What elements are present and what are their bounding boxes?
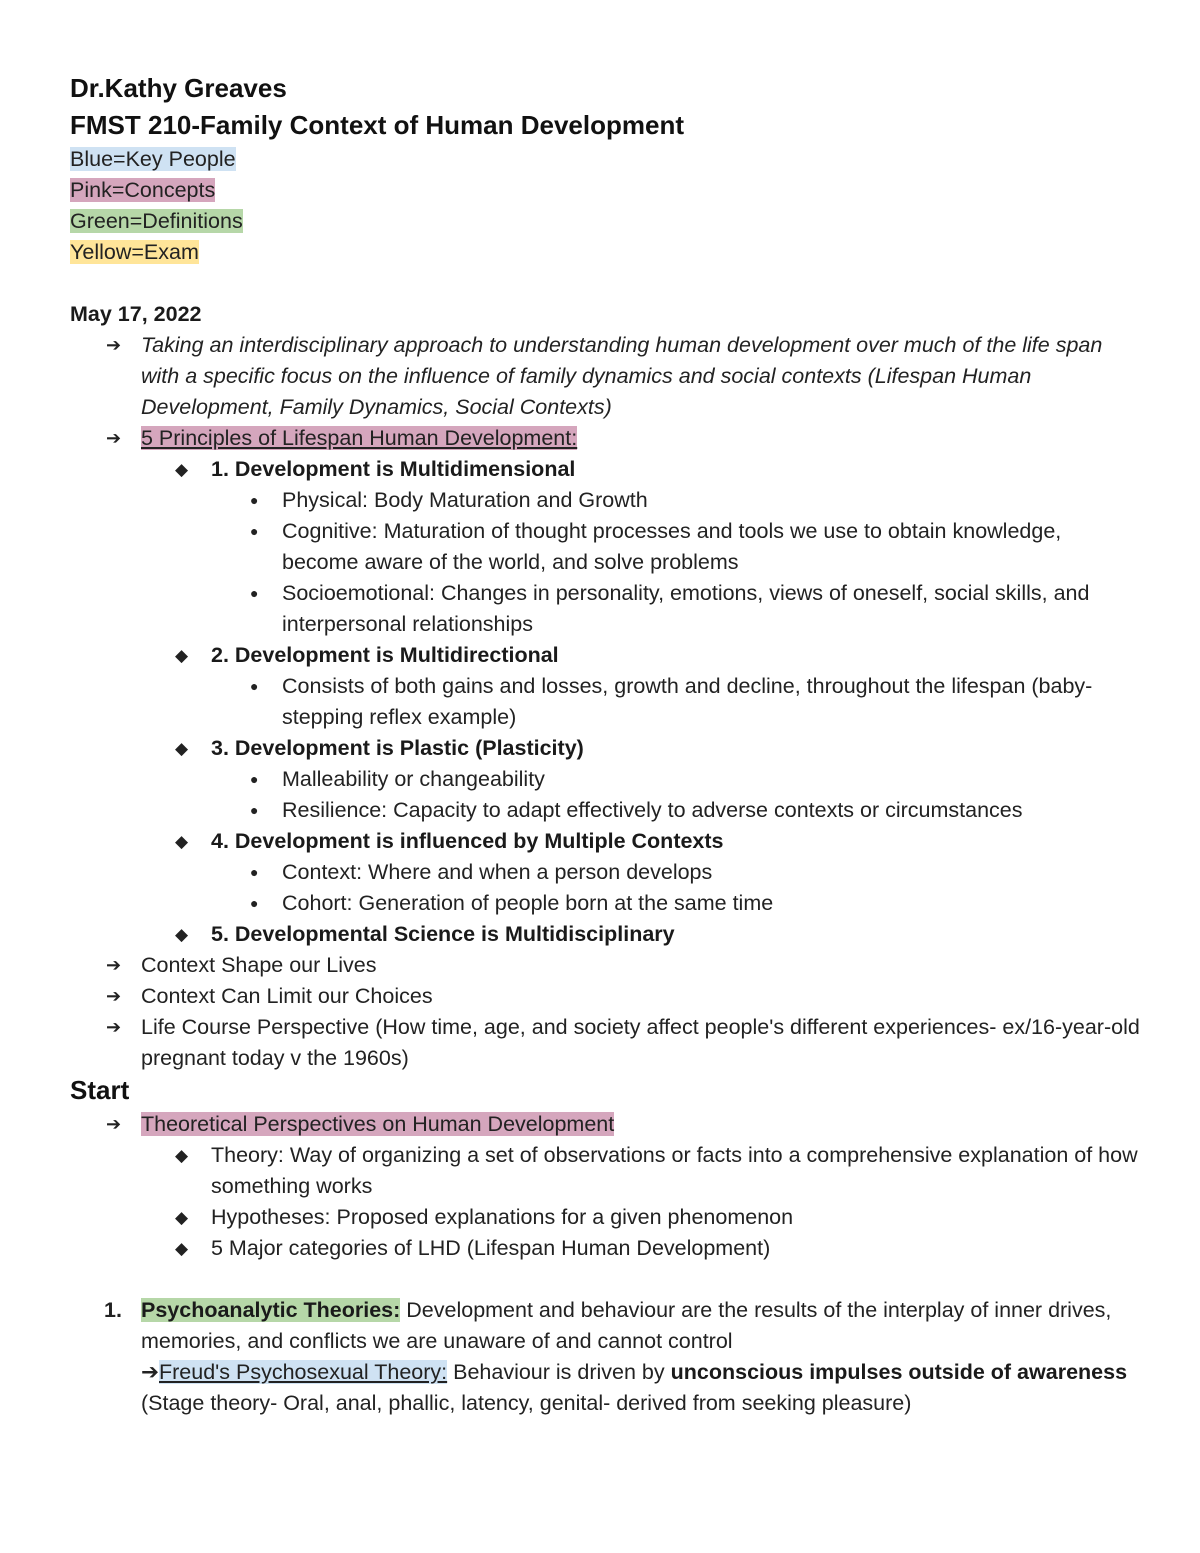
- principle-point: [70, 578, 1140, 640]
- diamond-bullet-icon: ◆: [175, 1239, 189, 1258]
- context-item-text: Life Course Perspective (How time, age, and society affect people's different experiences- ex/16-year-old pregnant today v the 1960s): [141, 1015, 1140, 1070]
- color-legend: [70, 144, 1140, 268]
- dot-bullet-icon: ●: [250, 771, 259, 787]
- theory-heading-item: [70, 1109, 1140, 1140]
- context-item-text: Context Shape our Lives: [141, 953, 377, 977]
- context-item: [70, 981, 1140, 1012]
- principle-point-text: Physical: Body Maturation and Growth: [282, 488, 648, 512]
- legend-green: Green=Definitions: [70, 209, 243, 233]
- diamond-bullet-icon: ◆: [175, 1146, 189, 1165]
- principle-title: 5. Developmental Science is Multidisciplinary: [211, 922, 675, 946]
- principle-point-text: Resilience: Capacity to adapt effectively to adverse contexts or circumstances: [282, 798, 1023, 822]
- psychoanalytic-item: [70, 1295, 1140, 1419]
- freud-theory-link: Freud's Psychosexual Theory:: [159, 1360, 448, 1384]
- principles-heading-item: [70, 423, 1140, 454]
- dot-bullet-icon: ●: [250, 895, 259, 911]
- arrow-bullet-icon: ➔: [106, 335, 122, 355]
- dot-bullet-icon: ●: [250, 864, 259, 880]
- dot-bullet-icon: ●: [250, 678, 259, 694]
- dot-bullet-icon: ●: [250, 523, 259, 539]
- principle-point-text: Consists of both gains and losses, growth and decline, throughout the lifespan (baby-stepping reflex example): [282, 674, 1093, 729]
- diamond-bullet-icon: ◆: [175, 739, 189, 758]
- theory-item-text: Hypotheses: Proposed explanations for a given phenomenon: [211, 1205, 794, 1229]
- principle-point: [70, 516, 1140, 578]
- theory-item-text: 5 Major categories of LHD (Lifespan Human Development): [211, 1236, 771, 1260]
- start-heading: Start: [70, 1075, 130, 1105]
- principle-item: [70, 454, 1140, 485]
- author-name: Dr.Kathy Greaves: [70, 73, 287, 103]
- arrow-inline-icon: ➔: [141, 1360, 160, 1384]
- principle-title: 2. Development is Multidirectional: [211, 643, 559, 667]
- freud-stage-text: (Stage theory- Oral, anal, phallic, latency, genital- derived from seeking pleasure): [141, 1391, 912, 1415]
- legend-yellow: Yellow=Exam: [70, 240, 199, 264]
- arrow-bullet-icon: ➔: [106, 1114, 122, 1134]
- arrow-bullet-icon: ➔: [106, 1017, 122, 1037]
- arrow-bullet-icon: ➔: [106, 955, 122, 975]
- principle-title: 3. Development is Plastic (Plasticity): [211, 736, 584, 760]
- diamond-bullet-icon: ◆: [175, 1208, 189, 1227]
- legend-pink: Pink=Concepts: [70, 178, 216, 202]
- principle-point: [70, 485, 1140, 516]
- lecture-date: May 17, 2022: [70, 302, 202, 326]
- theory-item-text: Theory: Way of organizing a set of observations or facts into a comprehensive explanation of how something works: [211, 1143, 1138, 1198]
- psychoanalytic-term: Psychoanalytic Theories:: [141, 1298, 401, 1322]
- theory-item: [70, 1140, 1140, 1202]
- theory-item: [70, 1202, 1140, 1233]
- freud-text: Behaviour is driven by: [447, 1360, 671, 1384]
- intro-text: Taking an interdisciplinary approach to understanding human development over much of the life span with a specific focus on the influence of family dynamics and social contexts (Lifespan Human Development, Family Dynamics, Social Contexts): [141, 333, 1103, 419]
- principle-point-text: Malleability or changeability: [282, 767, 545, 791]
- arrow-bullet-icon: ➔: [106, 986, 122, 1006]
- principles-heading: 5 Principles of Lifespan Human Development:: [141, 426, 578, 450]
- principle-point: [70, 795, 1140, 826]
- psychoanalytic-definition: Development and behaviour are the results of the interplay of inner drives, memories, and conflicts we are unaware of and cannot control: [141, 1298, 1112, 1353]
- principle-point-text: Cognitive: Maturation of thought processes and tools we use to obtain knowledge, become aware of the world, and solve problems: [282, 519, 1062, 574]
- principle-item: [70, 919, 1140, 950]
- dot-bullet-icon: ●: [250, 585, 259, 601]
- dot-bullet-icon: ●: [250, 492, 259, 508]
- context-item-text: Context Can Limit our Choices: [141, 984, 433, 1008]
- principle-point-text: Context: Where and when a person develops: [282, 860, 713, 884]
- diamond-bullet-icon: ◆: [175, 646, 189, 665]
- dot-bullet-icon: ●: [250, 802, 259, 818]
- principle-point-text: Socioemotional: Changes in personality, emotions, views of oneself, social skills, and interpersonal relationships: [282, 581, 1090, 636]
- list-number: 1.: [104, 1298, 122, 1322]
- arrow-bullet-icon: ➔: [106, 428, 122, 448]
- principle-item: [70, 640, 1140, 671]
- principle-title: 1. Development is Multidimensional: [211, 457, 576, 481]
- context-item: [70, 950, 1140, 981]
- principle-point: [70, 857, 1140, 888]
- principle-point-text: Cohort: Generation of people born at the same time: [282, 891, 774, 915]
- principle-title: 4. Development is influenced by Multiple Contexts: [211, 829, 724, 853]
- principle-point: [70, 888, 1140, 919]
- intro-item: [70, 330, 1140, 423]
- diamond-bullet-icon: ◆: [175, 832, 189, 851]
- diamond-bullet-icon: ◆: [175, 460, 189, 479]
- principle-item: [70, 826, 1140, 857]
- diamond-bullet-icon: ◆: [175, 925, 189, 944]
- document-page: [70, 70, 1140, 1419]
- context-item: [70, 1012, 1140, 1074]
- freud-bold-text: unconscious impulses outside of awareness: [670, 1360, 1128, 1384]
- principle-item: [70, 733, 1140, 764]
- theory-item: [70, 1233, 1140, 1264]
- principle-point: [70, 671, 1140, 733]
- legend-blue: Blue=Key People: [70, 147, 236, 171]
- course-title: FMST 210-Family Context of Human Development: [70, 110, 684, 140]
- principle-point: [70, 764, 1140, 795]
- theory-heading: Theoretical Perspectives on Human Development: [141, 1112, 615, 1136]
